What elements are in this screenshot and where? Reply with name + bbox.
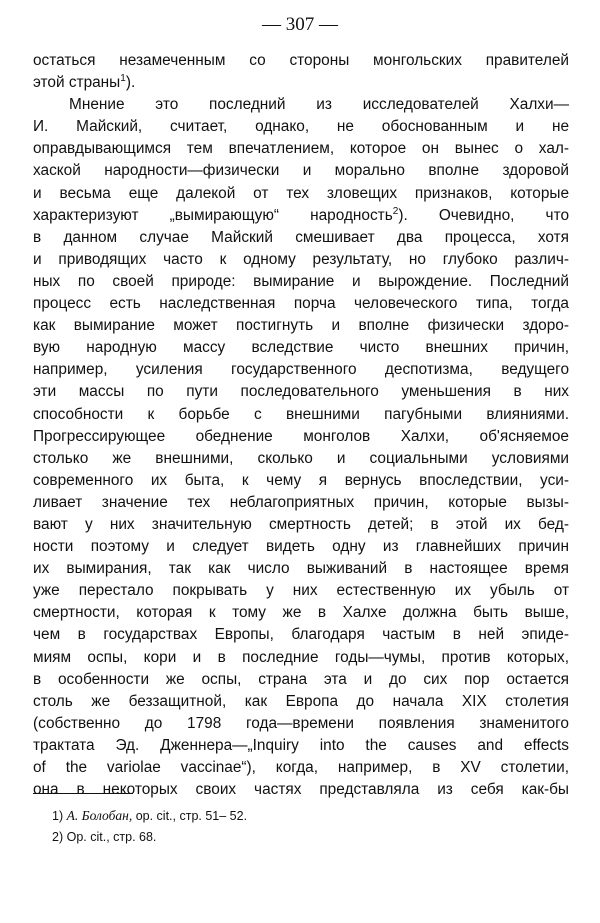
text-line: Прогрессирующее обеднение монголов Халхи, об'ясняемое	[33, 427, 569, 445]
text-line: она в некоторых своих частях представляла из себя как-бы	[33, 781, 569, 799]
text-line: характеризуют „вымирающую“ народность$^2$). Очевидно, что	[33, 205, 569, 224]
text-line: of the variolae vaccinae“), когда, например, в XV столетии,	[33, 759, 569, 776]
text-line: процесс есть наследственная порча человеческого типа, тогда	[33, 295, 569, 313]
text-line: ности поэтому и следует видеть одну из главнейших причин	[33, 538, 569, 556]
text-line: чем в государствах Европы, благодаря частым в ней эпиде-	[33, 626, 569, 644]
text-line: ливает значение тех неблагоприятных причин, которые вызы-	[33, 493, 569, 511]
footnote-1-author: А. Болобан,	[66, 808, 133, 823]
text-line: остаться незамеченным со стороны монгольских правителей	[33, 52, 569, 69]
footnote-reference: 1	[120, 72, 126, 84]
text-line: (собственно до 1798 года—времени появления знаменитого	[33, 714, 569, 732]
text-line: хаской народности—физически и морально вполне здоровой	[33, 162, 569, 180]
text-line: в данном случае Майский смешивает два процесса, хотя	[33, 228, 569, 246]
text-line: способности к борьбе с внешними пагубными влияниями.	[33, 405, 569, 423]
text-line: столько же внешними, сколько и социальными условиями	[33, 449, 569, 467]
text-line: оправдывающимся тем впечатлением, которое он вынес о хал-	[33, 140, 569, 158]
text-line: например, усиления государственного деспотизма, ведущего	[33, 361, 569, 379]
text-line: современного их быта, к чему я вернусь впоследствии, уси-	[33, 471, 569, 489]
footnote-2-text: Op. cit., стр. 68.	[66, 830, 157, 844]
footnote-1-mark: 1)	[52, 809, 64, 823]
text-line: как вымирание может постигнуть и вполне физически здоро-	[33, 317, 569, 335]
footnote-1-text: op. cit., стр. 51– 52.	[135, 809, 248, 823]
footnote-divider	[33, 793, 133, 794]
footnote-reference: 2	[392, 205, 399, 217]
text-line: Мнение это последний из исследователей Халхи—	[69, 96, 569, 114]
text-line: И. Майский, считает, однако, не обоснованным и не	[33, 118, 569, 136]
text-line: и приводящих часто к одному результату, но глубоко различ-	[33, 250, 569, 268]
text-line: в особенности же оспы, страна эта и до сих пор остается	[33, 670, 569, 688]
text-line: и весьма еще далекой от тех зловещих признаков, которые	[33, 184, 569, 202]
text-line: миям оспы, кори и в последние годы—чумы, против которых,	[33, 648, 569, 666]
footnote-2-mark: 2)	[52, 830, 64, 844]
body-text	[33, 50, 569, 801]
text-line: ных по своей природе: вымирание и вырождение. Последний	[33, 272, 569, 290]
text-line: их вымирания, так как число выживаний в настоящее время	[33, 560, 569, 578]
text-line: смертности, которая к тому же в Халхе должна быть выше,	[33, 604, 569, 622]
text-line: эти массы по пути последовательного уменьшения в них	[33, 383, 569, 401]
text-line: трактата Эд. Дженнера—„Inquiry into the causes and effects	[33, 736, 569, 754]
text-line: уже перестало покрывать у них естественную их убыль от	[33, 582, 569, 600]
text-line: вую народную массу вследствие чисто внешних причин,	[33, 339, 569, 357]
footnote-1	[52, 808, 247, 824]
text-line: этой страны$^1$).	[33, 72, 136, 92]
text-line: вают у них значительную смертность детей; в этой их бед-	[33, 515, 569, 533]
footnote-2	[52, 830, 156, 844]
page-number: — 307 —	[262, 14, 338, 35]
text-line: столь же беззащитной, как Европа до начала XIX столетия	[33, 692, 569, 710]
